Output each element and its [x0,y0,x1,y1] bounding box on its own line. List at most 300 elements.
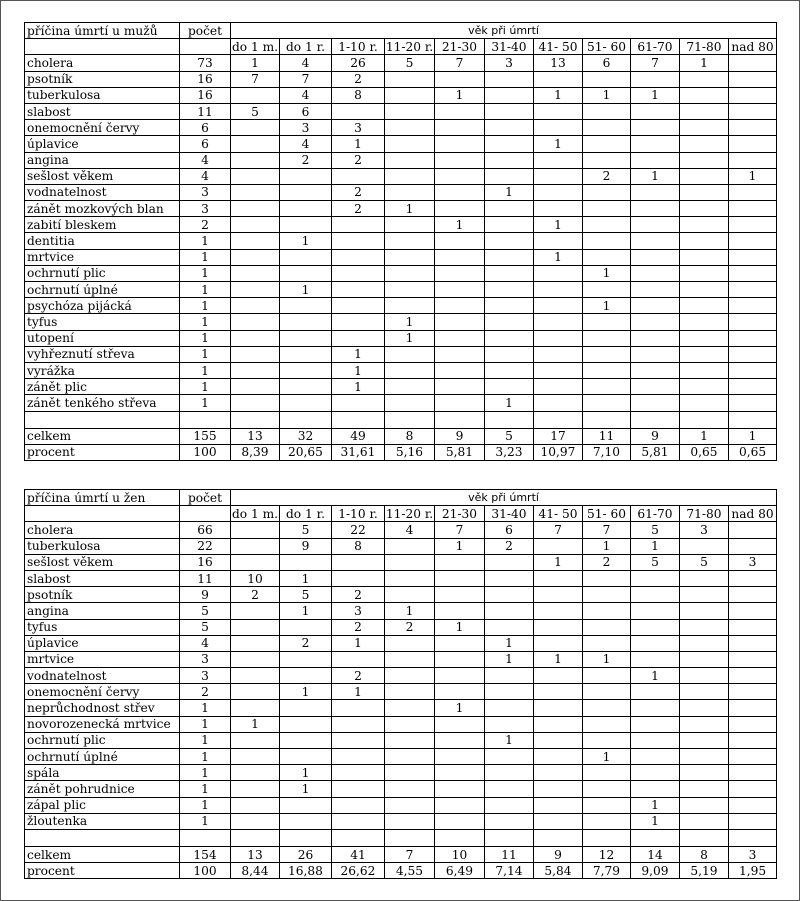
age-count-cell [385,554,435,570]
total-label: celkem [25,428,180,444]
age-count-cell [332,570,385,586]
table-row [25,55,777,71]
age-count-cell [385,87,435,103]
percent-cell: 1,95 [729,863,777,879]
age-count-cell [231,201,280,217]
table-row [25,233,777,249]
age-count-cell [534,265,583,281]
age-count-cell [680,71,729,87]
age-count-cell [385,765,435,781]
age-count-cell [729,700,777,716]
age-count-cell [680,732,729,748]
count-column-header: počet [180,23,231,39]
age-count-cell: 2 [332,152,385,168]
table-row [25,395,777,411]
table-row [25,635,777,651]
age-count-cell [631,570,680,586]
cause-label: sešlost věkem [25,554,180,570]
age-count-cell: 1 [435,217,485,233]
age-count-cell: 1 [435,619,485,635]
age-count-cell: 7 [534,522,583,538]
age-count-cell: 1 [280,603,332,619]
table-row [25,522,777,538]
age-count-cell: 7 [280,71,332,87]
age-count-cell [534,603,583,619]
age-count-cell [631,201,680,217]
age-count-cell [485,298,534,314]
age-count-cell: 1 [280,570,332,586]
percent-count: 100 [180,444,231,460]
age-count-cell [583,184,631,200]
age-count-cell [485,781,534,797]
percent-cell: 20,65 [280,444,332,460]
age-count-cell: 8 [332,87,385,103]
age-count-cell [485,201,534,217]
age-count-cell [680,395,729,411]
age-count-cell: 2 [332,201,385,217]
age-count-cell [485,765,534,781]
age-count-cell: 13 [534,55,583,71]
age-count-cell [485,217,534,233]
age-count-cell [583,103,631,119]
age-count-cell [485,716,534,732]
count-value: 1 [180,233,231,249]
age-count-cell [385,651,435,667]
age-count-cell: 1 [332,684,385,700]
count-column-header: počet [180,490,231,506]
empty-cell [25,411,180,428]
age-count-cell [729,314,777,330]
age-count-cell [485,87,534,103]
cause-label: tuberkulosa [25,538,180,554]
age-count-cell [729,651,777,667]
count-value: 1 [180,700,231,716]
age-count-cell [231,87,280,103]
age-count-cell [435,362,485,378]
age-group-label: 41- 50 [534,506,583,522]
age-count-cell: 2 [583,168,631,184]
age-count-cell: 1 [332,346,385,362]
age-count-cell [435,314,485,330]
age-count-cell [385,813,435,829]
percent-label: procent [25,444,180,460]
age-count-cell [583,233,631,249]
age-count-cell [332,554,385,570]
count-value: 16 [180,87,231,103]
age-count-cell [631,184,680,200]
age-count-cell: 7 [583,522,631,538]
empty-cell [332,829,385,846]
cause-label: tyfus [25,619,180,635]
age-count-cell [631,103,680,119]
age-count-cell: 22 [332,522,385,538]
age-group-label: 61-70 [631,39,680,55]
age-count-cell [583,797,631,813]
age-count-cell [280,249,332,265]
age-count-cell [435,797,485,813]
table-row [25,265,777,281]
count-value: 4 [180,635,231,651]
age-count-cell [231,249,280,265]
total-row [25,428,777,444]
age-count-cell [280,554,332,570]
count-value: 1 [180,765,231,781]
age-count-cell: 1 [534,87,583,103]
age-count-cell [435,651,485,667]
table-row [25,570,777,586]
age-count-cell [680,217,729,233]
age-count-cell: 1 [583,651,631,667]
age-count-cell: 3 [280,120,332,136]
age-count-cell: 3 [332,120,385,136]
table-row [25,330,777,346]
age-count-cell [729,538,777,554]
count-value: 3 [180,668,231,684]
age-count-cell [583,201,631,217]
age-count-cell [583,71,631,87]
age-count-cell [485,136,534,152]
table-row [25,716,777,732]
total-cell: 12 [583,846,631,862]
cause-label: vodnatelnost [25,184,180,200]
age-count-cell [680,201,729,217]
age-count-cell [729,395,777,411]
age-count-cell [332,298,385,314]
age-group-label: 71-80 [680,506,729,522]
age-count-cell: 2 [583,554,631,570]
age-count-cell [583,120,631,136]
table-row [25,587,777,603]
empty-cell [485,411,534,428]
total-cell: 14 [631,846,680,862]
age-count-cell [385,71,435,87]
age-count-cell [680,781,729,797]
age-count-cell [485,570,534,586]
count-value: 1 [180,330,231,346]
table-row [25,668,777,684]
total-cell: 8 [385,428,435,444]
age-count-cell [435,603,485,619]
percent-row [25,863,777,879]
table-row [25,603,777,619]
cause-label: psychóza pijácká [25,298,180,314]
empty-cell [280,411,332,428]
table-row [25,71,777,87]
age-count-cell [631,700,680,716]
age-count-cell [534,168,583,184]
age-count-cell: 5 [680,554,729,570]
table-row [25,379,777,395]
age-count-cell [680,700,729,716]
age-group-header: věk při úmrtí [231,23,777,39]
age-count-cell [680,603,729,619]
cause-label: žloutenka [25,813,180,829]
age-count-cell [631,749,680,765]
header-row [25,23,777,39]
age-count-cell [729,732,777,748]
age-count-cell [280,395,332,411]
age-count-cell [631,587,680,603]
empty-cell [583,829,631,846]
age-count-cell [680,765,729,781]
age-count-cell: 1 [583,265,631,281]
age-count-cell [729,684,777,700]
table-row [25,282,777,298]
count-value: 11 [180,570,231,586]
age-count-cell [534,152,583,168]
count-value: 73 [180,55,231,71]
age-count-cell: 1 [280,765,332,781]
age-count-cell [485,314,534,330]
age-count-cell [435,282,485,298]
cause-label: ochrnutí úplné [25,282,180,298]
age-count-cell [231,379,280,395]
age-count-cell: 1 [631,668,680,684]
age-count-cell [534,71,583,87]
age-count-cell [435,136,485,152]
age-group-label: do 1 m. [231,506,279,521]
percent-cell: 7,79 [583,863,631,879]
total-cell: 1 [680,428,729,444]
total-cell: 41 [332,846,385,862]
age-count-cell: 4 [280,136,332,152]
table-row [25,120,777,136]
age-count-cell [485,71,534,87]
cause-label: ochrnutí plic [25,265,180,281]
age-count-cell [231,684,280,700]
percent-label: procent [25,863,180,879]
age-count-cell [583,781,631,797]
age-count-cell: 5 [280,587,332,603]
age-count-cell: 6 [485,522,534,538]
age-count-cell [385,233,435,249]
age-count-cell [385,136,435,152]
age-count-cell [631,732,680,748]
age-count-cell [583,379,631,395]
age-count-cell [385,684,435,700]
cause-label: onemocnění červy [25,684,180,700]
age-count-cell [231,120,280,136]
age-count-cell: 7 [435,522,485,538]
age-count-cell [729,330,777,346]
cause-label: psotník [25,71,180,87]
age-count-cell [332,233,385,249]
age-count-cell: 1 [583,298,631,314]
empty-cell [631,829,680,846]
age-count-cell [485,233,534,249]
age-count-cell [534,379,583,395]
cause-label: spála [25,765,180,781]
age-count-cell: 1 [435,87,485,103]
age-count-cell [680,314,729,330]
count-value: 4 [180,168,231,184]
age-count-cell [583,813,631,829]
table-row [25,217,777,233]
age-count-cell [332,700,385,716]
empty-cell [631,411,680,428]
cause-label: mrtvice [25,651,180,667]
age-count-cell [385,732,435,748]
age-count-cell [332,765,385,781]
age-count-cell [485,797,534,813]
total-row [25,846,777,862]
age-count-cell: 1 [385,603,435,619]
age-count-cell [534,813,583,829]
age-count-cell [231,619,280,635]
cause-label: slabost [25,570,180,586]
age-count-cell [680,233,729,249]
age-count-cell [534,298,583,314]
total-count: 154 [180,846,231,862]
age-count-cell [680,749,729,765]
age-count-cell [729,781,777,797]
age-count-cell [231,522,280,538]
percent-cell: 9,09 [631,863,680,879]
age-count-cell: 1 [385,314,435,330]
empty-cell [485,829,534,846]
age-count-cell [435,233,485,249]
age-group-label: 21-30 [435,39,485,55]
age-count-cell: 2 [332,668,385,684]
age-count-cell [231,797,280,813]
age-count-cell [385,538,435,554]
age-count-cell [385,395,435,411]
age-count-cell [231,184,280,200]
age-count-cell [231,314,280,330]
age-count-cell [231,603,280,619]
age-count-cell [680,103,729,119]
empty-cell [435,411,485,428]
age-count-cell [534,103,583,119]
age-count-cell [435,184,485,200]
percent-count: 100 [180,863,231,879]
age-count-cell [680,379,729,395]
count-value: 1 [180,282,231,298]
total-cell: 11 [583,428,631,444]
age-count-cell [485,700,534,716]
age-count-cell [385,362,435,378]
age-count-cell [485,668,534,684]
age-count-cell [231,538,280,554]
age-count-cell [729,298,777,314]
age-count-cell [680,168,729,184]
age-count-cell [729,765,777,781]
age-count-cell [534,684,583,700]
age-count-cell: 1 [332,635,385,651]
age-count-cell [231,152,280,168]
age-count-cell [435,265,485,281]
age-count-cell [631,249,680,265]
total-cell: 13 [231,846,280,862]
count-value: 4 [180,152,231,168]
age-count-cell: 5 [385,55,435,71]
cause-label: úplavice [25,635,180,651]
cause-label: angina [25,152,180,168]
cause-label: angina [25,603,180,619]
age-count-cell [280,201,332,217]
count-value: 3 [180,651,231,667]
age-count-cell: 5 [280,522,332,538]
age-count-cell [729,668,777,684]
age-count-cell [729,184,777,200]
age-count-cell [583,282,631,298]
age-count-cell [332,797,385,813]
age-count-cell: 7 [435,55,485,71]
age-count-cell [631,765,680,781]
table-row [25,619,777,635]
table-row [25,346,777,362]
age-count-cell [435,554,485,570]
age-count-cell [435,379,485,395]
age-count-cell [231,265,280,281]
age-count-cell: 1 [332,136,385,152]
cause-label: utopení [25,330,180,346]
age-count-cell: 26 [332,55,385,71]
empty-cell [180,829,231,846]
age-count-cell: 4 [280,55,332,71]
age-count-cell [332,716,385,732]
age-count-cell: 1 [631,538,680,554]
age-count-cell [680,249,729,265]
age-count-cell [534,732,583,748]
age-count-cell [385,346,435,362]
age-count-cell [534,346,583,362]
age-count-cell [385,797,435,813]
age-count-cell: 2 [485,538,534,554]
percent-cell: 8,44 [231,863,280,879]
percent-cell: 31,61 [332,444,385,460]
age-count-cell: 8 [332,538,385,554]
cause-label: ochrnutí plic [25,732,180,748]
cause-label: mrtvice [25,249,180,265]
age-count-cell [680,136,729,152]
age-count-cell: 5 [231,103,280,119]
count-value: 66 [180,522,231,538]
age-count-cell [680,538,729,554]
age-count-cell [332,168,385,184]
age-count-cell [534,781,583,797]
age-count-cell [435,395,485,411]
cause-label: tyfus [25,314,180,330]
age-count-cell: 1 [534,249,583,265]
age-count-cell [729,103,777,119]
age-count-cell [485,346,534,362]
age-count-cell [729,362,777,378]
cause-label: psotník [25,587,180,603]
age-count-cell [534,668,583,684]
count-value: 5 [180,619,231,635]
age-count-cell: 1 [485,635,534,651]
age-group-label: nad 80 [729,506,777,522]
age-count-cell [631,684,680,700]
percent-cell: 6,49 [435,863,485,879]
empty-cell [729,411,777,428]
age-count-cell [231,668,280,684]
age-count-cell [680,120,729,136]
age-count-cell [631,136,680,152]
age-count-cell: 6 [583,55,631,71]
age-count-cell [680,668,729,684]
age-count-cell [534,184,583,200]
total-cell: 11 [485,846,534,862]
age-count-cell [729,120,777,136]
age-group-label: 11-20 r. [385,506,434,521]
empty-cell [385,411,435,428]
age-group-label: 71-80 [680,39,729,55]
total-cell: 5 [485,428,534,444]
cause-label: slabost [25,103,180,119]
age-count-cell: 9 [280,538,332,554]
